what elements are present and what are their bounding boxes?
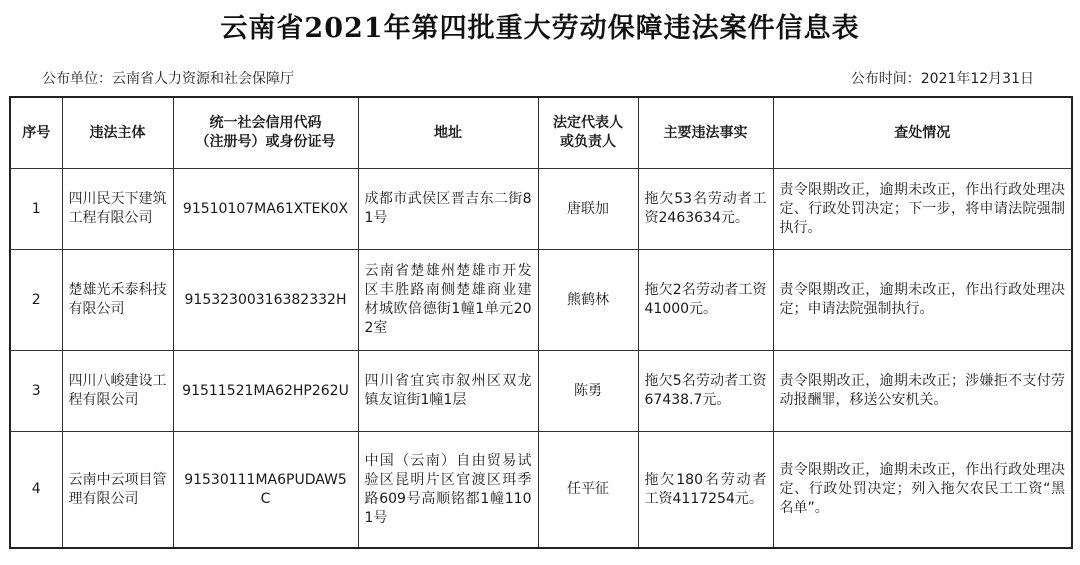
cell-entity: 楚雄光禾泰科技有限公司	[62, 250, 173, 351]
cell-code: 91510107MA61XTEK0X	[173, 169, 358, 250]
header-code-line1: 统一社会信用代码	[209, 115, 322, 131]
cell-address: 成都市武侯区晋吉东二街81号	[358, 169, 538, 250]
cell-code: 91532300316382332H	[173, 250, 358, 351]
publisher: 公布单位：云南省人力资源和社会保障厅	[42, 71, 294, 87]
cell-index: 2	[10, 250, 62, 351]
publish-date: 公布时间：2021年12月31日	[850, 71, 1034, 87]
header-rep-line2: 或负责人	[560, 134, 616, 150]
cell-representative: 陈勇	[538, 351, 638, 432]
cell-representative: 熊鹤林	[538, 250, 638, 351]
cell-handling: 责令限期改正，逾期未改正；涉嫌拒不支付劳动报酬罪，移送公安机关。	[773, 351, 1072, 432]
header-handling: 查处情况	[773, 97, 1072, 169]
cell-handling: 责令限期改正，逾期未改正，作出行政处理决定；申请法院强制执行。	[773, 250, 1072, 351]
header-index: 序号	[10, 97, 62, 169]
cell-index: 4	[10, 432, 62, 549]
header-facts: 主要违法事实	[638, 97, 773, 169]
table-row	[10, 432, 1072, 549]
header-address: 地址	[358, 97, 538, 169]
document-title: 云南省2021年第四批重大劳动保障违法案件信息表	[220, 13, 860, 44]
cell-entity: 四川民天下建筑工程有限公司	[62, 169, 173, 250]
table-header-row	[10, 97, 1072, 169]
header-rep-line1: 法定代表人	[553, 115, 623, 131]
cell-handling: 责令限期改正，逾期未改正，作出行政处理决定、行政处罚决定；下一步，将申请法院强制执行。	[773, 169, 1072, 250]
header-code	[173, 97, 358, 169]
cell-handling: 责令限期改正，逾期未改正，作出行政处理决定、行政处罚决定；列入拖欠农民工工资“黑名单”。	[773, 432, 1072, 549]
cell-code: 91530111MA6PUDAW5C	[173, 432, 358, 549]
table-row	[10, 351, 1072, 432]
cell-address: 中国（云南）自由贸易试验区昆明片区官渡区珥季路609号高顺铭都1幢1101号	[358, 432, 538, 549]
cell-code: 91511521MA62HP262U	[173, 351, 358, 432]
header-entity: 违法主体	[62, 97, 173, 169]
table-row	[10, 169, 1072, 250]
cell-facts: 拖欠2名劳动者工资41000元。	[638, 250, 773, 351]
cell-facts: 拖欠5名劳动者工资67438.7元。	[638, 351, 773, 432]
cell-index: 1	[10, 169, 62, 250]
cases-table	[9, 96, 1073, 549]
cell-representative: 唐联加	[538, 169, 638, 250]
cell-entity: 四川八峻建设工程有限公司	[62, 351, 173, 432]
header-code-line2: （注册号）或身份证号	[195, 134, 336, 150]
cell-facts: 拖欠53名劳动者工资2463634元。	[638, 169, 773, 250]
cell-facts: 拖欠180名劳动者工资4117254元。	[638, 432, 773, 549]
header-representative	[538, 97, 638, 169]
table-row	[10, 250, 1072, 351]
cell-representative: 任平征	[538, 432, 638, 549]
cell-address: 四川省宜宾市叙州区双龙镇友谊街1幢1层	[358, 351, 538, 432]
cell-index: 3	[10, 351, 62, 432]
cell-entity: 云南中云项目管理有限公司	[62, 432, 173, 549]
cell-address: 云南省楚雄州楚雄市开发区丰胜路南侧楚雄商业建材城欧倍德街1幢1单元202室	[358, 250, 538, 351]
